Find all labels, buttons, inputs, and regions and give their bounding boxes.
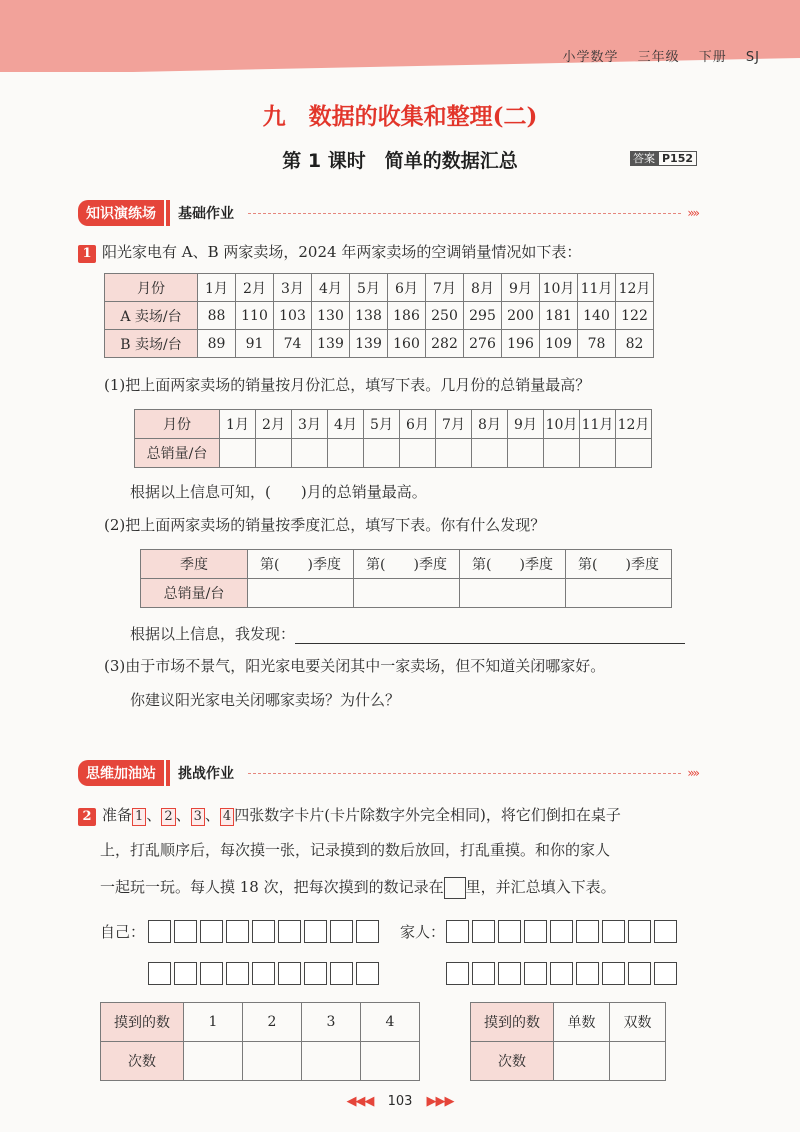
month-cell: 9月 — [508, 410, 544, 439]
value-cell: 82 — [616, 330, 654, 358]
table-row — [471, 1003, 666, 1042]
month-cell: 9月 — [502, 274, 540, 302]
subject: 小学数学 — [562, 50, 619, 65]
month-cell: 4月 — [312, 274, 350, 302]
family-label: 家人： — [400, 923, 446, 941]
monthly-total-table — [134, 409, 652, 468]
row-label: A 卖场/台 — [105, 302, 198, 330]
number-card: 1 — [132, 808, 146, 826]
record-box[interactable] — [252, 962, 275, 985]
answer-label: 答案 — [630, 151, 658, 166]
value-cell: 200 — [502, 302, 540, 330]
answer-cell[interactable] — [554, 1042, 610, 1081]
q1-part1: (1)把上面两家卖场的销量按月份汇总，填写下表。几月份的总销量最高？ — [104, 376, 591, 394]
value-cell: 250 — [426, 302, 464, 330]
section-tag: 知识演练场 — [78, 200, 164, 226]
separator: 、 — [146, 806, 162, 824]
value-cell: 276 — [464, 330, 502, 358]
record-box[interactable] — [446, 962, 469, 985]
number-card: 3 — [191, 808, 205, 826]
value-cell: 88 — [198, 302, 236, 330]
record-box[interactable] — [550, 962, 573, 985]
self-record-row2 — [148, 962, 379, 985]
month-cell: 6月 — [400, 410, 436, 439]
q1-part2: (2)把上面两家卖场的销量按季度汇总，填写下表。你有什么发现？ — [104, 516, 546, 534]
family-record-row2 — [446, 962, 677, 985]
question-number: 2 — [78, 808, 96, 826]
record-box[interactable] — [498, 962, 521, 985]
value-cell: 109 — [540, 330, 578, 358]
value-cell: 196 — [502, 330, 540, 358]
table-row — [101, 1042, 420, 1081]
value-cell: 74 — [274, 330, 312, 358]
record-box[interactable] — [252, 920, 275, 943]
value-cell: 282 — [426, 330, 464, 358]
answer-cell[interactable] — [256, 439, 292, 468]
month-cell: 11月 — [578, 274, 616, 302]
header-cell: 摸到的数 — [471, 1003, 554, 1042]
record-box[interactable] — [304, 962, 327, 985]
record-box[interactable] — [174, 962, 197, 985]
month-cell: 7月 — [426, 274, 464, 302]
value-cell: 103 — [274, 302, 312, 330]
quarter-cell: 第( )季度 — [460, 550, 566, 579]
answer-cell[interactable] — [243, 1042, 302, 1081]
value-cell: 186 — [388, 302, 426, 330]
quarter-cell: 第( )季度 — [354, 550, 460, 579]
value-cell: 89 — [198, 330, 236, 358]
double-arrow-icon: »» — [687, 206, 698, 220]
header-cell: 摸到的数 — [101, 1003, 184, 1042]
section-tag: 思维加油站 — [78, 760, 164, 786]
page-number: 103 — [387, 1094, 413, 1109]
self-label: 自己： — [100, 923, 146, 941]
record-box[interactable] — [602, 920, 625, 943]
section-basic — [78, 200, 698, 226]
answer-cell[interactable] — [544, 439, 580, 468]
number-card: 4 — [220, 808, 234, 826]
answer-reference — [630, 150, 697, 166]
answer-cell[interactable] — [354, 579, 460, 608]
right-arrows-icon: ▶▶▶ — [426, 1094, 454, 1109]
record-box[interactable] — [304, 920, 327, 943]
record-box[interactable] — [472, 920, 495, 943]
value-cell: 110 — [236, 302, 274, 330]
value-cell: 139 — [312, 330, 350, 358]
odd-even-table — [470, 1002, 666, 1081]
parity-cell: 双数 — [610, 1003, 666, 1042]
answer-cell[interactable] — [616, 439, 652, 468]
value-cell: 78 — [578, 330, 616, 358]
record-box[interactable] — [148, 920, 171, 943]
answer-cell[interactable] — [400, 439, 436, 468]
value-cell: 138 — [350, 302, 388, 330]
value-cell: 160 — [388, 330, 426, 358]
section-divider — [248, 773, 681, 774]
q1-part1-answer: 根据以上信息可知，( )月的总销量最高。 — [130, 483, 427, 501]
answer-cell[interactable] — [220, 439, 256, 468]
month-cell: 8月 — [464, 274, 502, 302]
record-box[interactable] — [200, 962, 223, 985]
q2-line1 — [78, 805, 621, 826]
value-cell: 140 — [578, 302, 616, 330]
value-cell: 122 — [616, 302, 654, 330]
table-row — [141, 550, 672, 579]
record-box[interactable] — [278, 962, 301, 985]
month-cell: 5月 — [350, 274, 388, 302]
value-cell: 130 — [312, 302, 350, 330]
month-cell: 5月 — [364, 410, 400, 439]
record-box[interactable] — [226, 962, 249, 985]
section-challenge — [78, 760, 698, 786]
edition: SJ — [745, 50, 760, 65]
month-cell: 2月 — [256, 410, 292, 439]
quarter-cell: 第( )季度 — [566, 550, 672, 579]
record-box[interactable] — [628, 962, 651, 985]
separator: 、 — [204, 806, 220, 824]
record-box[interactable] — [200, 920, 223, 943]
section-subtitle: 挑战作业 — [166, 760, 242, 786]
table-row — [105, 274, 654, 302]
record-box[interactable] — [330, 962, 353, 985]
page-footer — [0, 1094, 800, 1109]
table-row — [135, 439, 652, 468]
lesson-title: 第 1 课时 简单的数据汇总 — [282, 150, 518, 172]
chapter-title: 九 数据的收集和整理(二) — [262, 103, 538, 130]
record-box[interactable] — [524, 962, 547, 985]
grade: 三年级 — [637, 50, 680, 65]
month-cell: 4月 — [328, 410, 364, 439]
record-box[interactable] — [524, 920, 547, 943]
record-box[interactable] — [356, 920, 379, 943]
question-number: 1 — [78, 245, 96, 263]
quarter-cell: 第( )季度 — [248, 550, 354, 579]
record-box[interactable] — [278, 920, 301, 943]
record-box[interactable] — [628, 920, 651, 943]
number-card: 2 — [161, 808, 175, 826]
answer-prompt: 根据以上信息，我发现： — [130, 625, 296, 643]
answer-cell[interactable] — [460, 579, 566, 608]
q1-part3-line1: (3)由于市场不景气，阳光家电要关闭其中一家卖场，但不知道关闭哪家好。 — [104, 657, 606, 675]
answer-cell[interactable] — [328, 439, 364, 468]
term: 下册 — [698, 50, 727, 65]
q2-text-post: 四张数字卡片(卡片除数字外完全相同)，将它们倒扣在桌子 — [234, 806, 621, 824]
record-box[interactable] — [654, 962, 677, 985]
q2-line3 — [100, 877, 616, 899]
q2-text: 里，并汇总填入下表。 — [465, 878, 616, 896]
row-label: B 卖场/台 — [105, 330, 198, 358]
q2-line2: 上，打乱顺序后，每次摸一张，记录摸到的数后放回，打乱重摸。和你的家人 — [100, 841, 611, 859]
record-box[interactable] — [576, 920, 599, 943]
row-label: 总销量/台 — [141, 579, 248, 608]
answer-cell[interactable] — [361, 1042, 420, 1081]
month-cell: 12月 — [616, 410, 652, 439]
answer-cell[interactable] — [292, 439, 328, 468]
record-box[interactable] — [356, 962, 379, 985]
table-row — [105, 330, 654, 358]
answer-page: P152 — [658, 151, 697, 166]
book-meta — [548, 46, 760, 65]
table-row — [471, 1042, 666, 1081]
parity-cell: 单数 — [554, 1003, 610, 1042]
sales-table — [104, 273, 654, 358]
table-row — [135, 410, 652, 439]
month-cell: 8月 — [472, 410, 508, 439]
number-cell: 2 — [243, 1003, 302, 1042]
table-row — [105, 302, 654, 330]
number-cell: 1 — [184, 1003, 243, 1042]
month-cell: 10月 — [540, 274, 578, 302]
table-row — [141, 579, 672, 608]
record-box[interactable] — [472, 962, 495, 985]
quarter-table — [140, 549, 672, 608]
month-cell: 2月 — [236, 274, 274, 302]
record-box[interactable] — [602, 962, 625, 985]
month-cell: 3月 — [274, 274, 312, 302]
header-cell: 季度 — [141, 550, 248, 579]
record-box[interactable] — [654, 920, 677, 943]
value-cell: 139 — [350, 330, 388, 358]
record-box[interactable] — [576, 962, 599, 985]
q2-text: 一起玩一玩。每人摸 18 次，把每次摸到的数记录在 — [100, 878, 444, 896]
record-box-sample — [444, 877, 466, 899]
month-cell: 7月 — [436, 410, 472, 439]
month-cell: 1月 — [198, 274, 236, 302]
record-box[interactable] — [446, 920, 469, 943]
number-cell: 4 — [361, 1003, 420, 1042]
row-label: 次数 — [471, 1042, 554, 1081]
left-arrows-icon: ◀◀◀ — [346, 1094, 374, 1109]
q2-text-pre: 准备 — [102, 806, 133, 824]
record-box[interactable] — [330, 920, 353, 943]
answer-cell[interactable] — [184, 1042, 243, 1081]
answer-cell[interactable] — [436, 439, 472, 468]
record-box[interactable] — [498, 920, 521, 943]
separator: 、 — [175, 806, 191, 824]
number-cell: 3 — [302, 1003, 361, 1042]
row-label: 总销量/台 — [135, 439, 220, 468]
answer-cell[interactable] — [302, 1042, 361, 1081]
month-cell: 11月 — [580, 410, 616, 439]
row-label: 次数 — [101, 1042, 184, 1081]
answer-cell[interactable] — [472, 439, 508, 468]
q1-text: 阳光家电有 A、B 两家卖场，2024 年两家卖场的空调销量情况如下表： — [102, 243, 582, 261]
section-subtitle: 基础作业 — [166, 200, 242, 226]
month-cell: 10月 — [544, 410, 580, 439]
section-divider — [248, 213, 681, 214]
record-box[interactable] — [226, 920, 249, 943]
answer-cell[interactable] — [580, 439, 616, 468]
value-cell: 91 — [236, 330, 274, 358]
record-box[interactable] — [174, 920, 197, 943]
q1-stem — [78, 242, 581, 263]
month-cell: 3月 — [292, 410, 328, 439]
family-record-row1 — [446, 920, 677, 943]
value-cell: 181 — [540, 302, 578, 330]
table-row — [101, 1003, 420, 1042]
answer-line[interactable] — [295, 627, 685, 644]
self-record-row1 — [148, 920, 379, 943]
header-cell: 月份 — [105, 274, 198, 302]
answer-cell[interactable] — [364, 439, 400, 468]
answer-cell[interactable] — [566, 579, 672, 608]
header-cell: 月份 — [135, 410, 220, 439]
q1-part3-line2: 你建议阳光家电关闭哪家卖场？为什么？ — [130, 691, 401, 709]
answer-cell[interactable] — [610, 1042, 666, 1081]
record-box[interactable] — [550, 920, 573, 943]
month-cell: 6月 — [388, 274, 426, 302]
month-cell: 12月 — [616, 274, 654, 302]
answer-cell[interactable] — [248, 579, 354, 608]
draw-count-table — [100, 1002, 420, 1081]
q1-part2-answer — [130, 624, 685, 644]
value-cell: 295 — [464, 302, 502, 330]
record-box[interactable] — [148, 962, 171, 985]
double-arrow-icon: »» — [687, 766, 698, 780]
answer-cell[interactable] — [508, 439, 544, 468]
month-cell: 1月 — [220, 410, 256, 439]
